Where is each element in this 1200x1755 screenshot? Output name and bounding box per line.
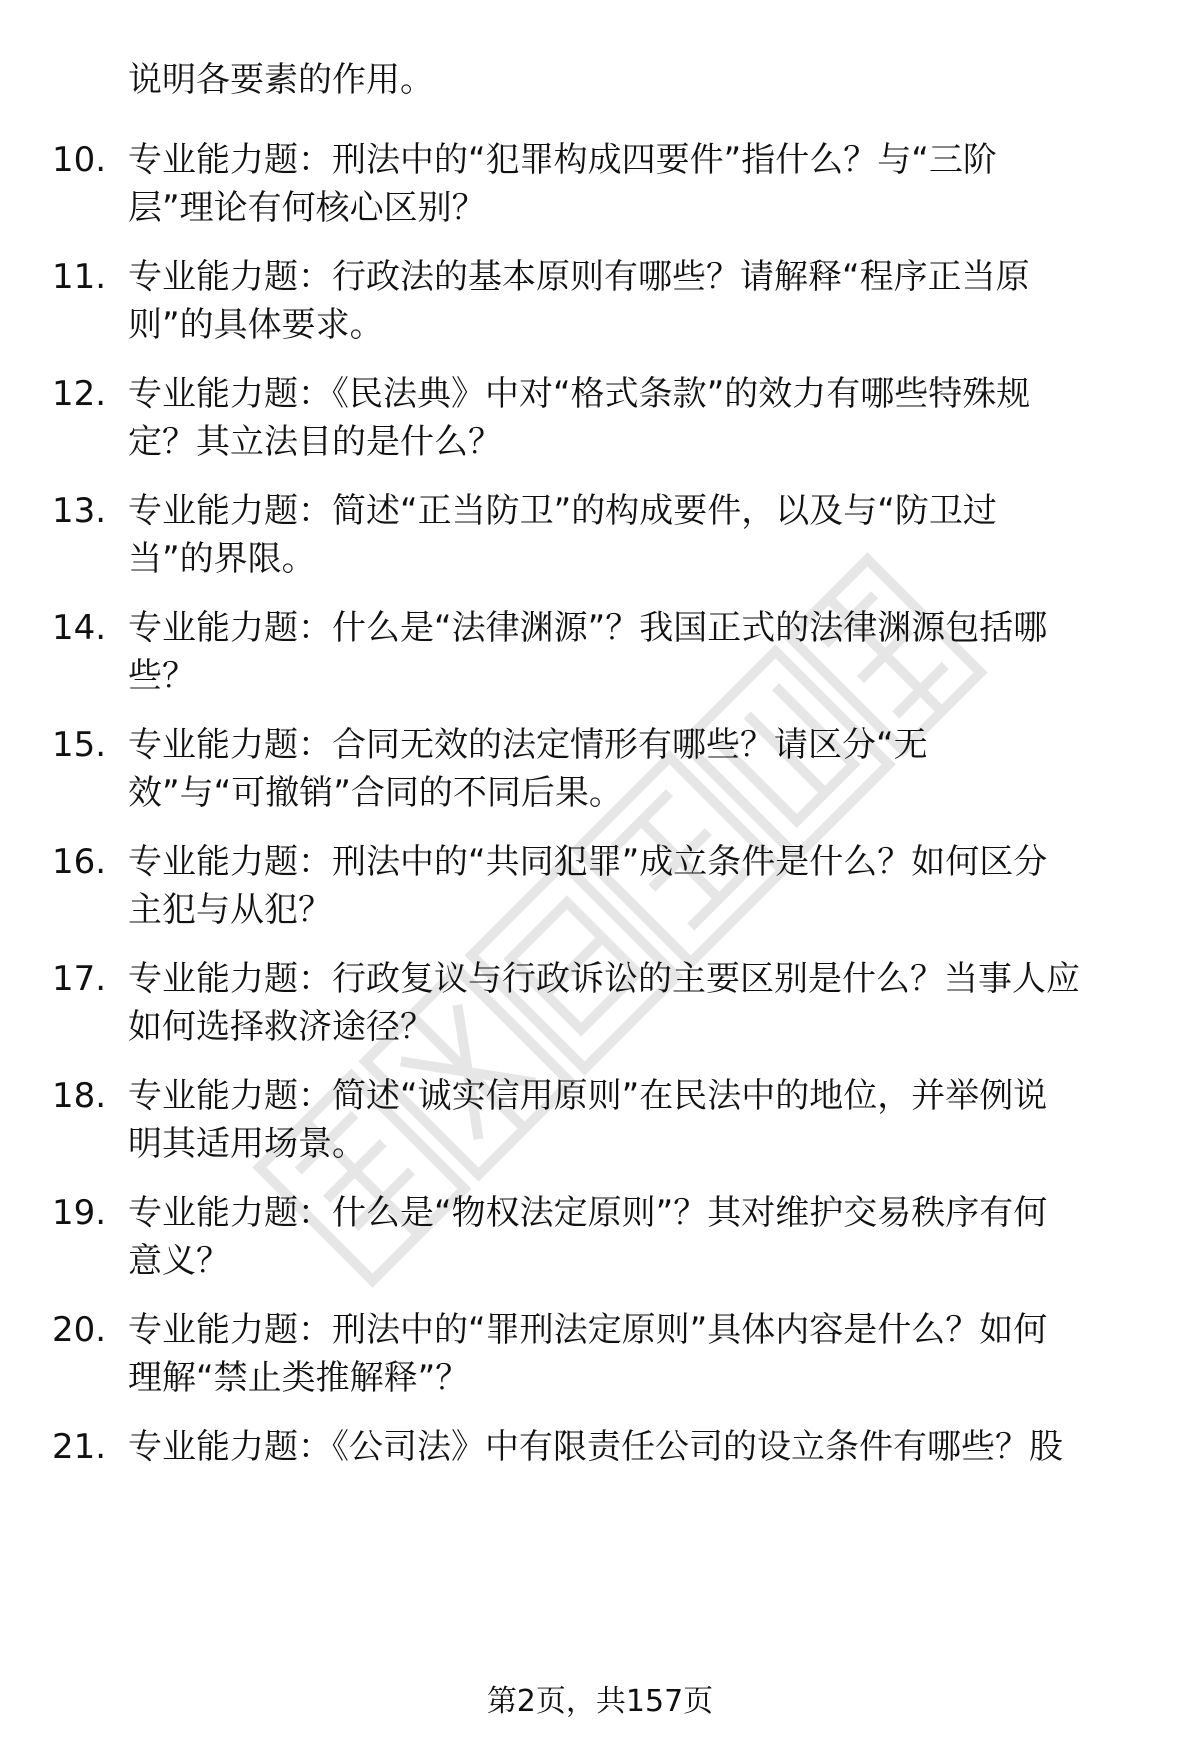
page-footer: 第2页，共157页 (486, 1684, 714, 1719)
question-number: 10. (52, 140, 107, 180)
question-text (128, 955, 1158, 1051)
question-text-line: 专业能力题：什么是“法律渊源”？我国正式的法律渊源包括哪 (128, 608, 1048, 648)
question-number: 13. (52, 491, 107, 531)
question-text (128, 136, 1158, 232)
question-text-line: 则”的具体要求。 (128, 305, 384, 345)
question-text (128, 604, 1158, 700)
question-text-line: 当”的界限。 (128, 539, 316, 579)
question-number: 17. (52, 959, 107, 999)
question-text-line: 专业能力题：刑法中的“共同犯罪”成立条件是什么？如何区分 (128, 842, 1048, 882)
question-text-line: 如何选择救济途径？ (128, 1007, 434, 1047)
question-number: 12. (52, 374, 107, 414)
question-text-line: 专业能力题：什么是“物权法定原则”？其对维护交易秩序有何 (128, 1193, 1048, 1233)
question-text (128, 370, 1158, 466)
question-text-line: 专业能力题：简述“正当防卫”的构成要件，以及与“防卫过 (128, 491, 997, 531)
question-text-line: 效”与“可撤销”合同的不同后果。 (128, 773, 623, 813)
question-number: 20. (52, 1310, 107, 1350)
question-text-line: 专业能力题：行政复议与行政诉讼的主要区别是什么？当事人应 (128, 959, 1080, 999)
question-text-line: 定？其立法目的是什么？ (128, 422, 502, 462)
question-text-line: 主犯与从犯？ (128, 890, 332, 930)
question-text-line: 专业能力题：《民法典》中对“格式条款”的效力有哪些特殊规 (128, 374, 1031, 414)
question-text-line: 专业能力题：刑法中的“罪刑法定原则”具体内容是什么？如何 (128, 1310, 1048, 1350)
question-text (128, 838, 1158, 934)
question-text-line: 专业能力题：简述“诚实信用原则”在民法中的地位，并举例说 (128, 1076, 1048, 1116)
question-number: 14. (52, 608, 107, 648)
question-text-line: 层”理论有何核心区别？ (128, 188, 486, 228)
question-text (128, 487, 1158, 583)
question-text (128, 1189, 1158, 1285)
question-text-line: 专业能力题：行政法的基本原则有哪些？请解释“程序正当原 (128, 257, 1030, 297)
question-text (128, 1423, 1158, 1471)
question-number: 15. (52, 725, 107, 765)
question-number: 11. (52, 257, 107, 297)
question-text (128, 1306, 1158, 1402)
question-number: 21. (52, 1427, 107, 1467)
question-text (128, 721, 1158, 817)
question-text (128, 253, 1158, 349)
question-text (128, 1072, 1158, 1168)
continuation-line: 说明各要素的作用。 (128, 60, 434, 100)
question-number: 16. (52, 842, 107, 882)
question-number: 18. (52, 1076, 107, 1116)
question-text-line: 理解“禁止类推解释”？ (128, 1358, 470, 1398)
question-text-line: 些？ (128, 656, 196, 696)
question-text-line: 明其适用场景。 (128, 1124, 366, 1164)
question-text-line: 专业能力题：刑法中的“犯罪构成四要件”指什么？与“三阶 (128, 140, 997, 180)
question-text-line: 专业能力题：合同无效的法定情形有哪些？请区分“无 (128, 725, 928, 765)
question-number: 19. (52, 1193, 107, 1233)
question-text-line: 专业能力题：《公司法》中有限责任公司的设立条件有哪些？股 (128, 1427, 1063, 1467)
question-text-line: 意义？ (128, 1241, 230, 1281)
